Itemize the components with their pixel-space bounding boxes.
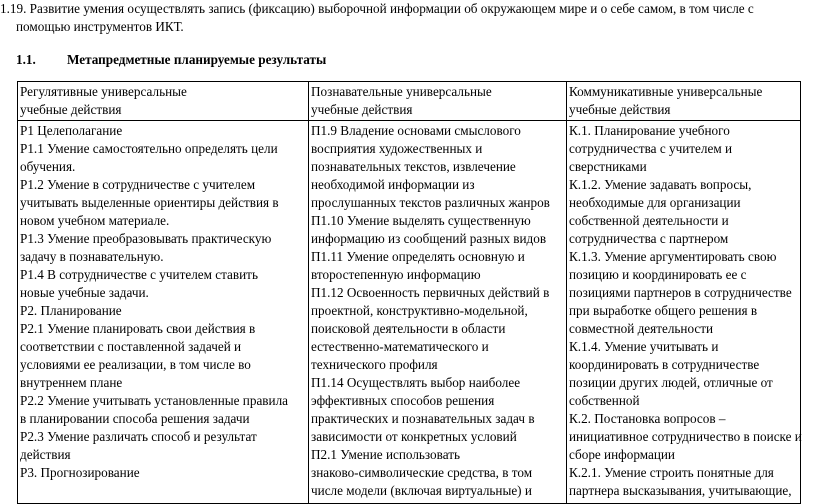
header-line: учебные действия [569, 102, 671, 117]
cell-text-line: задачу в познавательную. [20, 249, 164, 264]
cell-text-line: проектной, конструктивно-модельной, [311, 303, 528, 318]
cell-text-line: Р1.4 В сотрудничестве с учителем ставить [20, 267, 258, 282]
communicative-cell [567, 121, 801, 504]
cell-text-line: позициями партнеров в сотрудничестве [569, 285, 792, 300]
cell-text-line: знаково-символические средства, в том [311, 465, 533, 480]
header-line: Регулятивные универсальные [20, 84, 187, 99]
header-line: учебные действия [20, 102, 122, 117]
cell-text-line: необходимые для организации [569, 195, 741, 210]
cell-text-line: новые учебные задачи. [20, 285, 149, 300]
cell-text-line: Р1.1 Умение самостоятельно определять цели [20, 141, 278, 156]
cell-text-line: Р3. Прогнозирование [20, 465, 140, 480]
cell-text-line: К.1. Планирование учебного [569, 123, 730, 138]
cell-text-line: восприятия художественных и [311, 141, 483, 156]
cell-text-line: Р1 Целеполагание [20, 123, 123, 138]
intro-line: помощью инструментов ИКТ. [16, 19, 184, 34]
results-table [17, 81, 801, 504]
cell-text-line: естественно-математического и [311, 339, 489, 354]
cell-text-line: прослушанных текстов различных жанров [311, 195, 550, 210]
cell-text-line: Р1.3 Умение преобразовывать практическую [20, 231, 272, 246]
cell-text-line: технического профиля [311, 357, 438, 372]
cell-text-line: инициативное сотрудничество в поиске и [569, 429, 802, 444]
cell-text-line: К.1.3. Умение аргументировать свою [569, 249, 777, 264]
cell-text-line: практических и познавательных задач в [311, 411, 535, 426]
cell-text-line: позиции других людей, отличные от [569, 375, 773, 390]
cell-text-line: Р1.2 Умение в сотрудничестве с учителем [20, 177, 256, 192]
header-regulative [18, 82, 309, 121]
cell-text-line: П1.14 Осуществлять выбор наиболее [311, 375, 521, 390]
cell-text-line: координировать в сотрудничестве [569, 357, 760, 372]
cell-text-line: в планировании способа решения задачи [20, 411, 250, 426]
cell-text-line: П1.11 Умение определять основную и [311, 249, 525, 264]
cell-text-line: внутреннем плане [20, 375, 123, 390]
section-number: 1.1. [16, 52, 36, 67]
cell-text-line: необходимой информации из [311, 177, 475, 192]
intro-line: 1.19. Развитие умения осуществлять запись (фиксацию) выборочной информации об окружающем мире и о себе самом, в том числе с [0, 1, 754, 16]
cell-text-line: сборе информации [569, 447, 675, 462]
cell-text-line: К.1.2. Умение задавать вопросы, [569, 177, 752, 192]
cell-text-line: обучения. [20, 159, 76, 174]
cell-text-line: П2.1 Умение использовать [311, 447, 460, 462]
cell-text-line: П1.9 Владение основами смыслового [311, 123, 521, 138]
cell-text-line: условиями ее реализации, в том числе во [20, 357, 251, 372]
cell-text-line: собственной деятельности и [569, 213, 729, 228]
cell-text-line: числе модели (включая виртуальные) и [311, 483, 532, 498]
table-header-row [18, 82, 801, 121]
cell-text-line: совместной деятельности [569, 321, 714, 336]
cell-text-line: позицию и координировать ее с [569, 267, 747, 282]
cell-text-line: К.2.1. Умение строить понятные для [569, 465, 774, 480]
intro-paragraph [0, 0, 812, 36]
cell-text-line: сотрудничества с партнером [569, 231, 729, 246]
section-heading [16, 51, 326, 69]
header-line: Коммуникативные универсальные [569, 84, 763, 99]
cell-text-line: соответствии с поставленной задачей и [20, 339, 242, 354]
section-title: Метапредметные планируемые результаты [67, 52, 327, 67]
cell-text-line: сотрудничества с учителем и [569, 141, 733, 156]
cell-text-line: зависимости от конкретных условий [311, 429, 517, 444]
cell-text-line: сверстниками [569, 159, 647, 174]
header-cognitive [309, 82, 567, 121]
cell-text-line: учитывать выделенные ориентиры действия в [20, 195, 279, 210]
header-communicative [567, 82, 801, 121]
table-row [18, 121, 801, 504]
cell-text-line: второстепенную информацию [311, 267, 481, 282]
cell-text-line: познавательных текстов, извлечение [311, 159, 516, 174]
cell-text-line: эффективных способов решения [311, 393, 495, 408]
cell-text-line: Р2.1 Умение планировать свои действия в [20, 321, 256, 336]
cell-text-line: поисковой деятельности в области [311, 321, 506, 336]
cell-text-line: К.2. Постановка вопросов – [569, 411, 726, 426]
cell-text-line: новом учебном материале. [20, 213, 170, 228]
cell-text-line: собственной [569, 393, 640, 408]
cell-text-line: Р2.2 Умение учитывать установленные правила [20, 393, 289, 408]
cell-text-line: Р2.3 Умение различать способ и результат [20, 429, 257, 444]
regulative-cell [18, 121, 309, 504]
cell-text-line: при выработке общего решения в [569, 303, 758, 318]
header-line: учебные действия [311, 102, 413, 117]
header-line: Познавательные универсальные [311, 84, 492, 99]
cell-text-line: информацию из сообщений разных видов [311, 231, 547, 246]
cell-text-line: действия [20, 447, 71, 462]
cell-text-line: партнера высказывания, учитывающие, [569, 483, 792, 498]
cell-text-line: П1.10 Умение выделять существенную [311, 213, 531, 228]
cognitive-cell [309, 121, 567, 504]
cell-text-line: Р2. Планирование [20, 303, 122, 318]
cell-text-line: К.1.4. Умение учитывать и [569, 339, 719, 354]
cell-text-line: П1.12 Освоенность первичных действий в [311, 285, 550, 300]
